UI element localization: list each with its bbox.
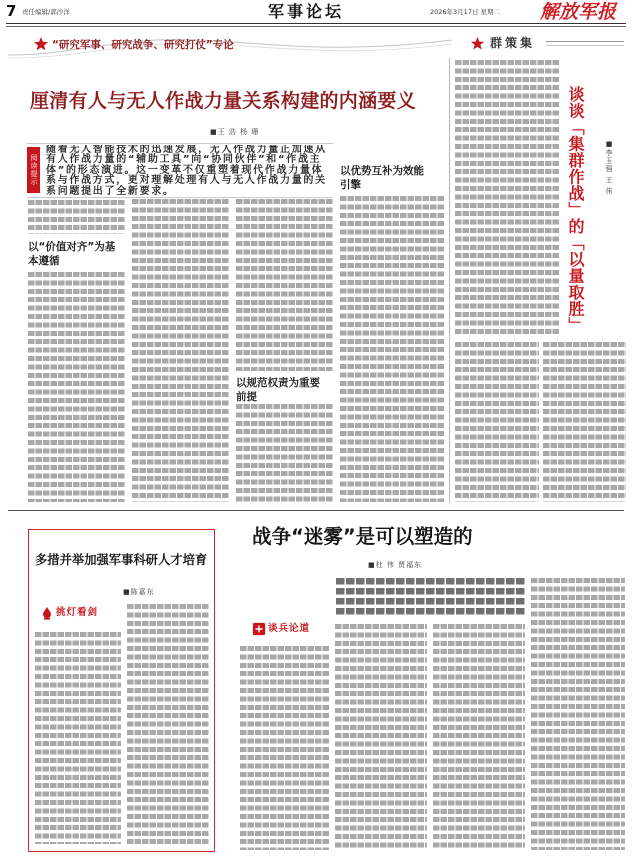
bottom-right-abstract — [336, 578, 526, 618]
subhead-value-alignment: 以“价值对齐”为基本遵循 — [28, 241, 116, 267]
main-article[interactable] — [26, 84, 446, 504]
body-text-column — [35, 632, 121, 844]
subhead-complementary-strengths: 以优势互补为效能引擎 — [340, 165, 424, 191]
main-byline: ■王 浩 杨 珊 — [210, 128, 260, 136]
side-headline: 谈谈「集群作战」的「以量取胜」 — [566, 86, 585, 334]
newspaper-logo: 解放军报 — [540, 1, 617, 23]
main-headline: 厘清有人与无人作战力量关系构建的内涵要义 — [30, 90, 417, 112]
abstract-label: 阅读提示 — [27, 147, 40, 193]
body-text-column — [335, 624, 427, 850]
bottom-right-byline: ■杜 伟 贾福东 — [368, 561, 423, 569]
page-number: 7 — [6, 2, 17, 20]
side-article[interactable] — [452, 57, 628, 504]
section-title: 军事论坛 — [268, 2, 345, 21]
star-icon — [470, 36, 485, 51]
banner-rule — [546, 45, 624, 46]
issue-date: 2026年3月17日 星期二 — [430, 8, 501, 16]
star-icon — [33, 36, 49, 52]
body-text-column — [543, 342, 626, 502]
bottom-left-headline: 多措并举加强军事科研人才培育 — [35, 553, 208, 567]
emblem-icon — [252, 622, 266, 636]
bottom-left-column-label: 挑灯看剑 — [56, 607, 99, 618]
side-column-banner — [466, 31, 626, 56]
body-text-column — [28, 200, 125, 234]
body-text-column — [433, 624, 525, 850]
body-text-column — [127, 604, 209, 844]
side-banner-title: 群策集 — [490, 36, 536, 50]
section-divider — [8, 510, 624, 511]
body-text-column — [340, 196, 444, 502]
editor-credit: 责任编辑/郭沙洋 — [22, 8, 70, 16]
lamp-icon — [40, 606, 54, 620]
body-text-column — [28, 272, 125, 502]
subhead-rights-responsibilities: 以规范权责为重要前提 — [236, 377, 320, 403]
bottom-right-headline: 战争“迷雾”是可以塑造的 — [252, 525, 473, 548]
body-text-column — [240, 646, 329, 850]
bottom-right-column-label: 谈兵论道 — [268, 623, 311, 634]
banner-rule — [546, 41, 624, 42]
body-text-column — [455, 60, 560, 335]
header-rule — [6, 23, 626, 24]
abstract-text: 随着无人智能技术的迅速发展，无人作战力量正加速从有人作战力量的“辅助工具”向“协同伙伴”和“作战主体”的形态演进。这一变革不仅重塑着现代作战力量体系与作战方式，更对理解处理有人与无人作战力量的关系问题提出了全新要求。 — [46, 145, 327, 197]
side-byline: ■李玉强 王 伟 — [605, 140, 613, 196]
header-rule-thin — [6, 26, 626, 27]
body-text-column — [455, 342, 539, 502]
bottom-left-byline: ■陈嘉东 — [123, 588, 155, 596]
body-text-column — [236, 404, 333, 502]
body-text-column — [531, 578, 625, 850]
body-text-column — [236, 199, 333, 371]
body-text-column — [132, 199, 229, 502]
column-banner-title: “研究军事、研究战争、研究打仗”专论 — [52, 39, 234, 51]
bottom-right-article[interactable] — [236, 520, 628, 854]
abstract-box — [27, 143, 333, 198]
bottom-left-article[interactable] — [28, 529, 215, 852]
column-divider — [449, 58, 450, 503]
